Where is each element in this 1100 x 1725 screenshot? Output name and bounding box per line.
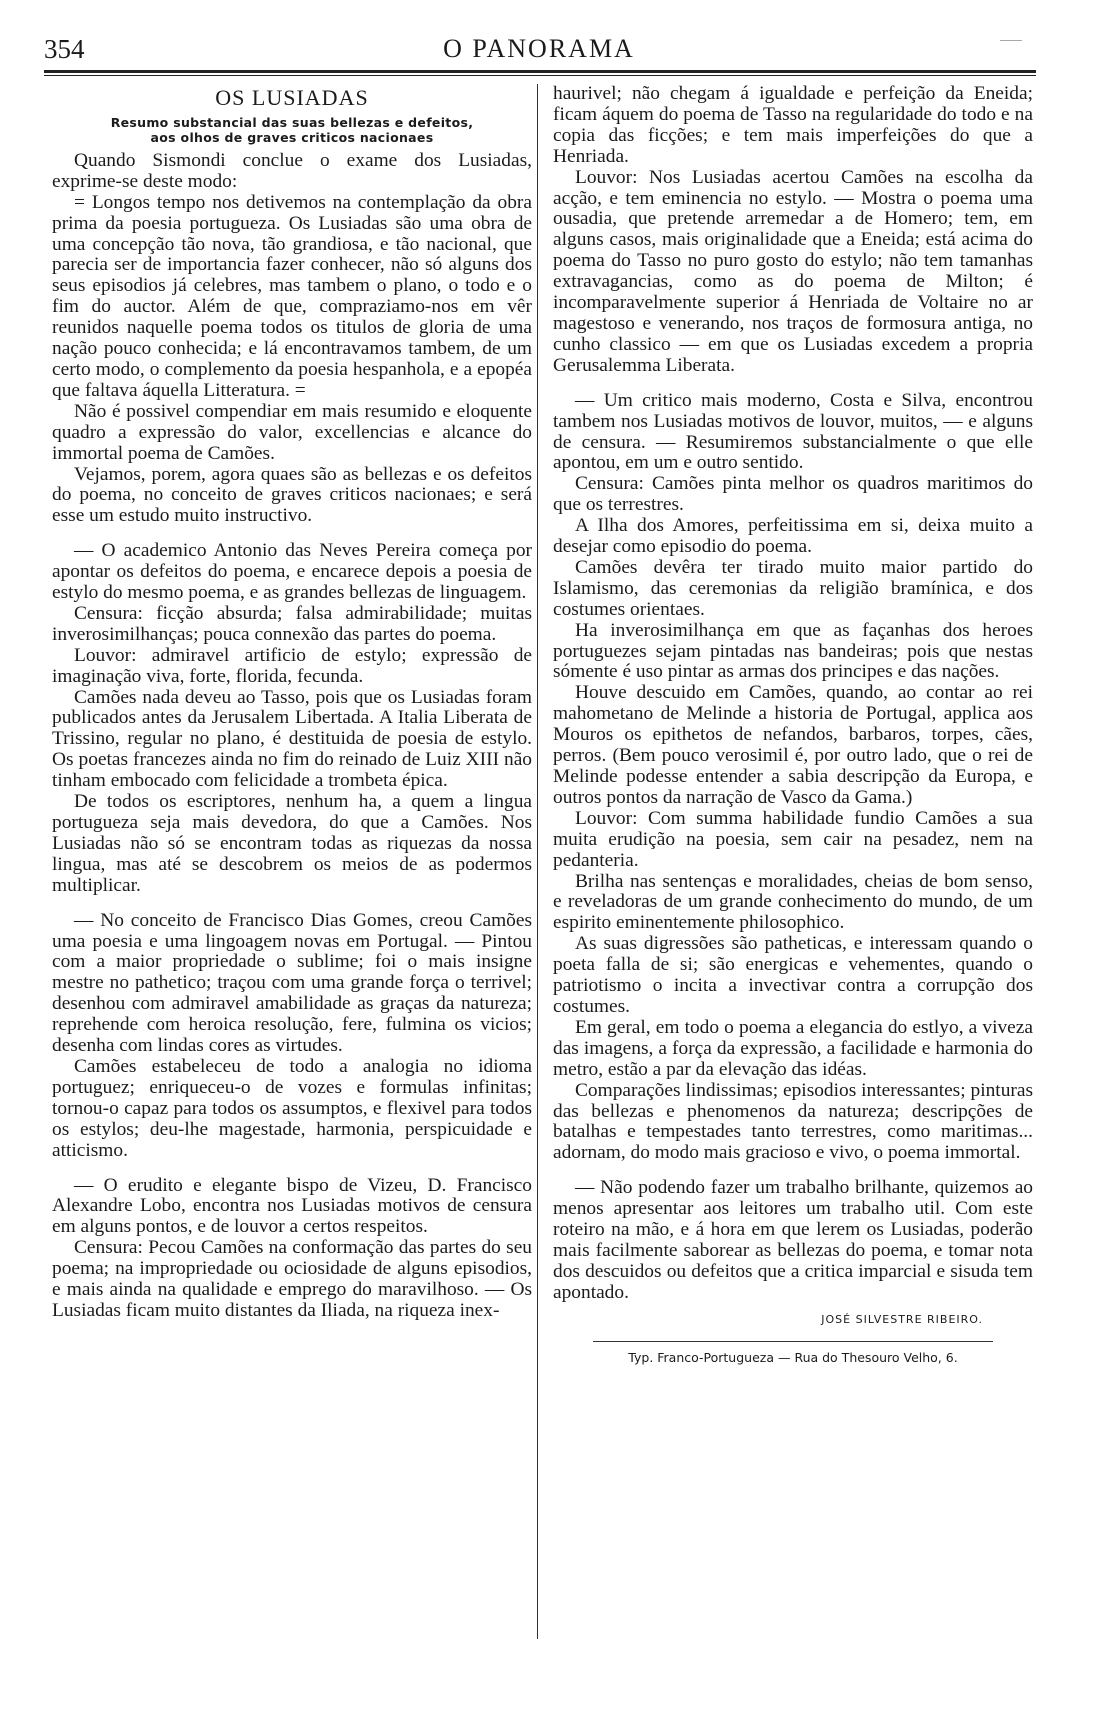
paragraph: Houve descuido em Camões, quando, ao contar ao rei mahometano de Melinde a historia de Portugal, applica aos Mouros os epithetos de nefandos, barbaros, torpes, cães, perros. (Bem pouco verosimil é, por outro lado, que o rei de Melinde podesse entender a sabia descripção da Europa, e outros pontos da narração de Vasco da Gama.) bbox=[553, 682, 1033, 808]
paragraph: Censura: Pecou Camões na conformação das partes do seu poema; na impropriedade ou ociosidade de alguns episodios, e mais ainda na qualidade e emprego do maravilhoso. — Os Lusiadas ficam muito distantes da Iliada, na riqueza inex- bbox=[52, 1237, 532, 1321]
imprint-rule bbox=[593, 1341, 993, 1342]
corner-mark bbox=[1000, 40, 1022, 41]
paragraph: — O academico Antonio das Neves Pereira começa por apontar os defeitos do poema, e encarece depois a poesia de estylo do mesmo poema, e as grandes bellezas de linguagem. bbox=[52, 540, 532, 604]
article-subtitle-line: aos olhos de graves criticos nacionaes bbox=[150, 129, 434, 145]
paragraph: — Um critico mais moderno, Costa e Silva, encontrou tambem nos Lusiadas motivos de louvor, muitos, — e alguns de censura. — Resumiremos substancialmente o que elle apontou, em um e outro sentido. bbox=[553, 389, 1033, 474]
paragraph: Camões devêra ter tirado muito maior partido do Islamismo, das ceremonias da religião bramínica, e dos costumes orientaes. bbox=[553, 556, 1033, 620]
column-divider bbox=[537, 84, 538, 1639]
paragraph: Censura: ficção absurda; falsa admirabilidade; muitas inverosimilhanças; pouca connexão das partes do poema. bbox=[52, 602, 532, 645]
paragraph: Camões estabeleceu de todo a analogia no idioma portuguez; enriqueceu-o de vozes e formulas infinitas; tornou-o capaz para todos os assumptos, e flexivel para todos os estylos; deu-lhe magestade, harmonia, perspicuidade e atticismo. bbox=[52, 1055, 532, 1161]
paragraph: Camões nada deveu ao Tasso, pois que os Lusiadas foram publicados antes da Jerusalem Libertada. A Italia Liberata de Trissino, regular no plano, é destituida de poesia de estylo. Os poetas francezes ainda no fim do reinado de Luiz XIII não tinham embocado com felicidade a trombeta épica. bbox=[52, 686, 532, 792]
paragraph: — No conceito de Francisco Dias Gomes, creou Camões uma poesia e uma lingoagem novas em Portugal. — Pintou com a maior propriedade o sublime; foi o mais insigne mestre no pathetico; traçou com uma grande força o terrivel; desenhou com admiravel amabilidade as graças da natureza; reprehende com heroica resolução, fere, fulmina os vicios; desenha com lindas cores as virtudes. bbox=[52, 909, 532, 1057]
paragraph: As suas digressões são patheticas, e interessam quando o poeta falla de si; são energicas e vehementes, quando o patriotismo o incita a invectivar contra a corrupção dos costumes. bbox=[553, 933, 1033, 1017]
header-rule-thick bbox=[44, 70, 1036, 73]
paragraph: Não é possivel compendiar em mais resumido e eloquente quadro a expressão do valor, excellencias e alcance do immortal poema de Camões. bbox=[52, 400, 532, 464]
author-signature: JOSÉ SILVESTRE RIBEIRO. bbox=[821, 1312, 983, 1326]
paragraph: Louvor: admiravel artificio de estylo; expressão de imaginação viva, forte, florida, fecunda. bbox=[52, 644, 532, 687]
paragraph: Louvor: Com summa habilidade fundio Camões a sua muita erudição na poesia, sem cair na pesadez, nem na pedanteria. bbox=[553, 807, 1033, 871]
left-column bbox=[52, 84, 532, 1322]
paragraph: A Ilha dos Amores, perfeitissima em si, deixa muito a desejar como episodio do poema. bbox=[553, 515, 1033, 558]
paragraph: Vejamos, porem, agora quaes são as bellezas e os defeitos do poema, no conceito de graves criticos nacionaes; e será esse um estudo muito instructivo. bbox=[52, 463, 532, 527]
paragraph: Louvor: Nos Lusiadas acertou Camões na escolha da acção, e tem eminencia no estylo. — Mostra o poema uma ousadia, que pretende arremedar a de Homero; tem, em alguns casos, mais originalidade que a Eneida; está acima do poema do Tasso no puro gosto do estylo; não tem tamanhas extravagancias, como as do poema de Milton; é incomparavelmente superior á Henriada de Voltaire no ar magestoso e venerando, nos traços de formosura antiga, no cunho classico — em que os Lusiadas excedem a propria Gerusalemma Liberata. bbox=[553, 166, 1033, 376]
header-rule-thin bbox=[44, 75, 1036, 76]
paragraph: Ha inverosimilhança em que as façanhas dos heroes portuguezes sejam pintadas nas bandeiras; pois que nestas sómente é uso pintar as armas dos principes e das nações. bbox=[553, 619, 1033, 683]
paragraph: — O erudito e elegante bispo de Vizeu, D. Francisco Alexandre Lobo, encontra nos Lusiadas motivos de censura em alguns pontos, e de louvor a certos respeitos. bbox=[52, 1174, 532, 1238]
paragraph: Quando Sismondi conclue o exame dos Lusiadas, exprime-se deste modo: bbox=[52, 149, 532, 192]
paragraph: Brilha nas sentenças e moralidades, cheias de bom senso, e reveladoras de um grande conhecimento do mundo, de um espirito eminentemente philosophico. bbox=[553, 870, 1033, 934]
paragraph: haurivel; não chegam á igualdade e perfeição da Eneida; ficam áquem do poema de Tasso na regularidade do todo e na copia das ficções; e tem mais imperfeições do que a Henriada. bbox=[553, 83, 1033, 167]
paragraph: Censura: Camões pinta melhor os quadros maritimos do que os terrestres. bbox=[553, 473, 1033, 516]
paragraph: — Não podendo fazer um trabalho brilhante, quizemos ao menos apresentar aos leitores um trabalho util. Com este roteiro na mão, e á hora em que lerem os Lusiadas, poderão mais facilmente saborear as bellezas do poema, e tomar nota dos descuidos ou defeitos que a critica imparcial e sisuda tem apontado. bbox=[553, 1177, 1033, 1303]
paragraph: Em geral, em todo o poema a elegancia do estlyo, a viveza das imagens, a força da expressão, a facilidade e harmonia do metro, estão a par da elevação das idéas. bbox=[553, 1016, 1033, 1080]
article-title: OS LUSIADAS bbox=[215, 85, 369, 110]
paragraph: = Longos tempo nos detivemos na contemplação da obra prima da poesia portugueza. Os Lusiadas são uma obra de uma concepção tão nova, tão grandiosa, e tão nacional, que parecia ser de importancia fazer conhecer, não só alguns dos seus episodios já celebres, mas tambem o plano, o todo e o fim do auctor. Além de que, compraziamo-nos em vêr reunidos naquelle poema todos os titulos de gloria de uma nação pouco conhecida; e lá encontravamos tambem, de um certo modo, o complemento da poesia hespanhola, e a epopéa que faltava áquella Litteratura. = bbox=[52, 191, 532, 401]
page-number: 354 bbox=[44, 34, 85, 64]
article-subtitle bbox=[52, 115, 532, 145]
right-column bbox=[553, 84, 1033, 1368]
page-header bbox=[44, 34, 1034, 74]
printer-imprint: Typ. Franco-Portugueza — Rua do Thesouro Velho, 6. bbox=[628, 1349, 958, 1365]
paragraph: De todos os escriptores, nenhum ha, a quem a lingua portugueza seja mais devedora, do que a Camões. Nos Lusiadas não só se encontram todas as riquezas da nossa lingua, mas até se descobrem os meios de as podermos multiplicar. bbox=[52, 791, 532, 896]
article-subtitle-line: Resumo substancial das suas bellezas e defeitos, bbox=[110, 114, 474, 130]
paragraph: Comparações lindissimas; episodios interessantes; pinturas das bellezas e phenomenos da natureza; descripções de batalhas e tempestades tanto terrestres, como maritimas... adornam, do modo mais gracioso e vivo, o poema immortal. bbox=[553, 1079, 1033, 1164]
running-title: O PANORAMA bbox=[443, 34, 635, 63]
